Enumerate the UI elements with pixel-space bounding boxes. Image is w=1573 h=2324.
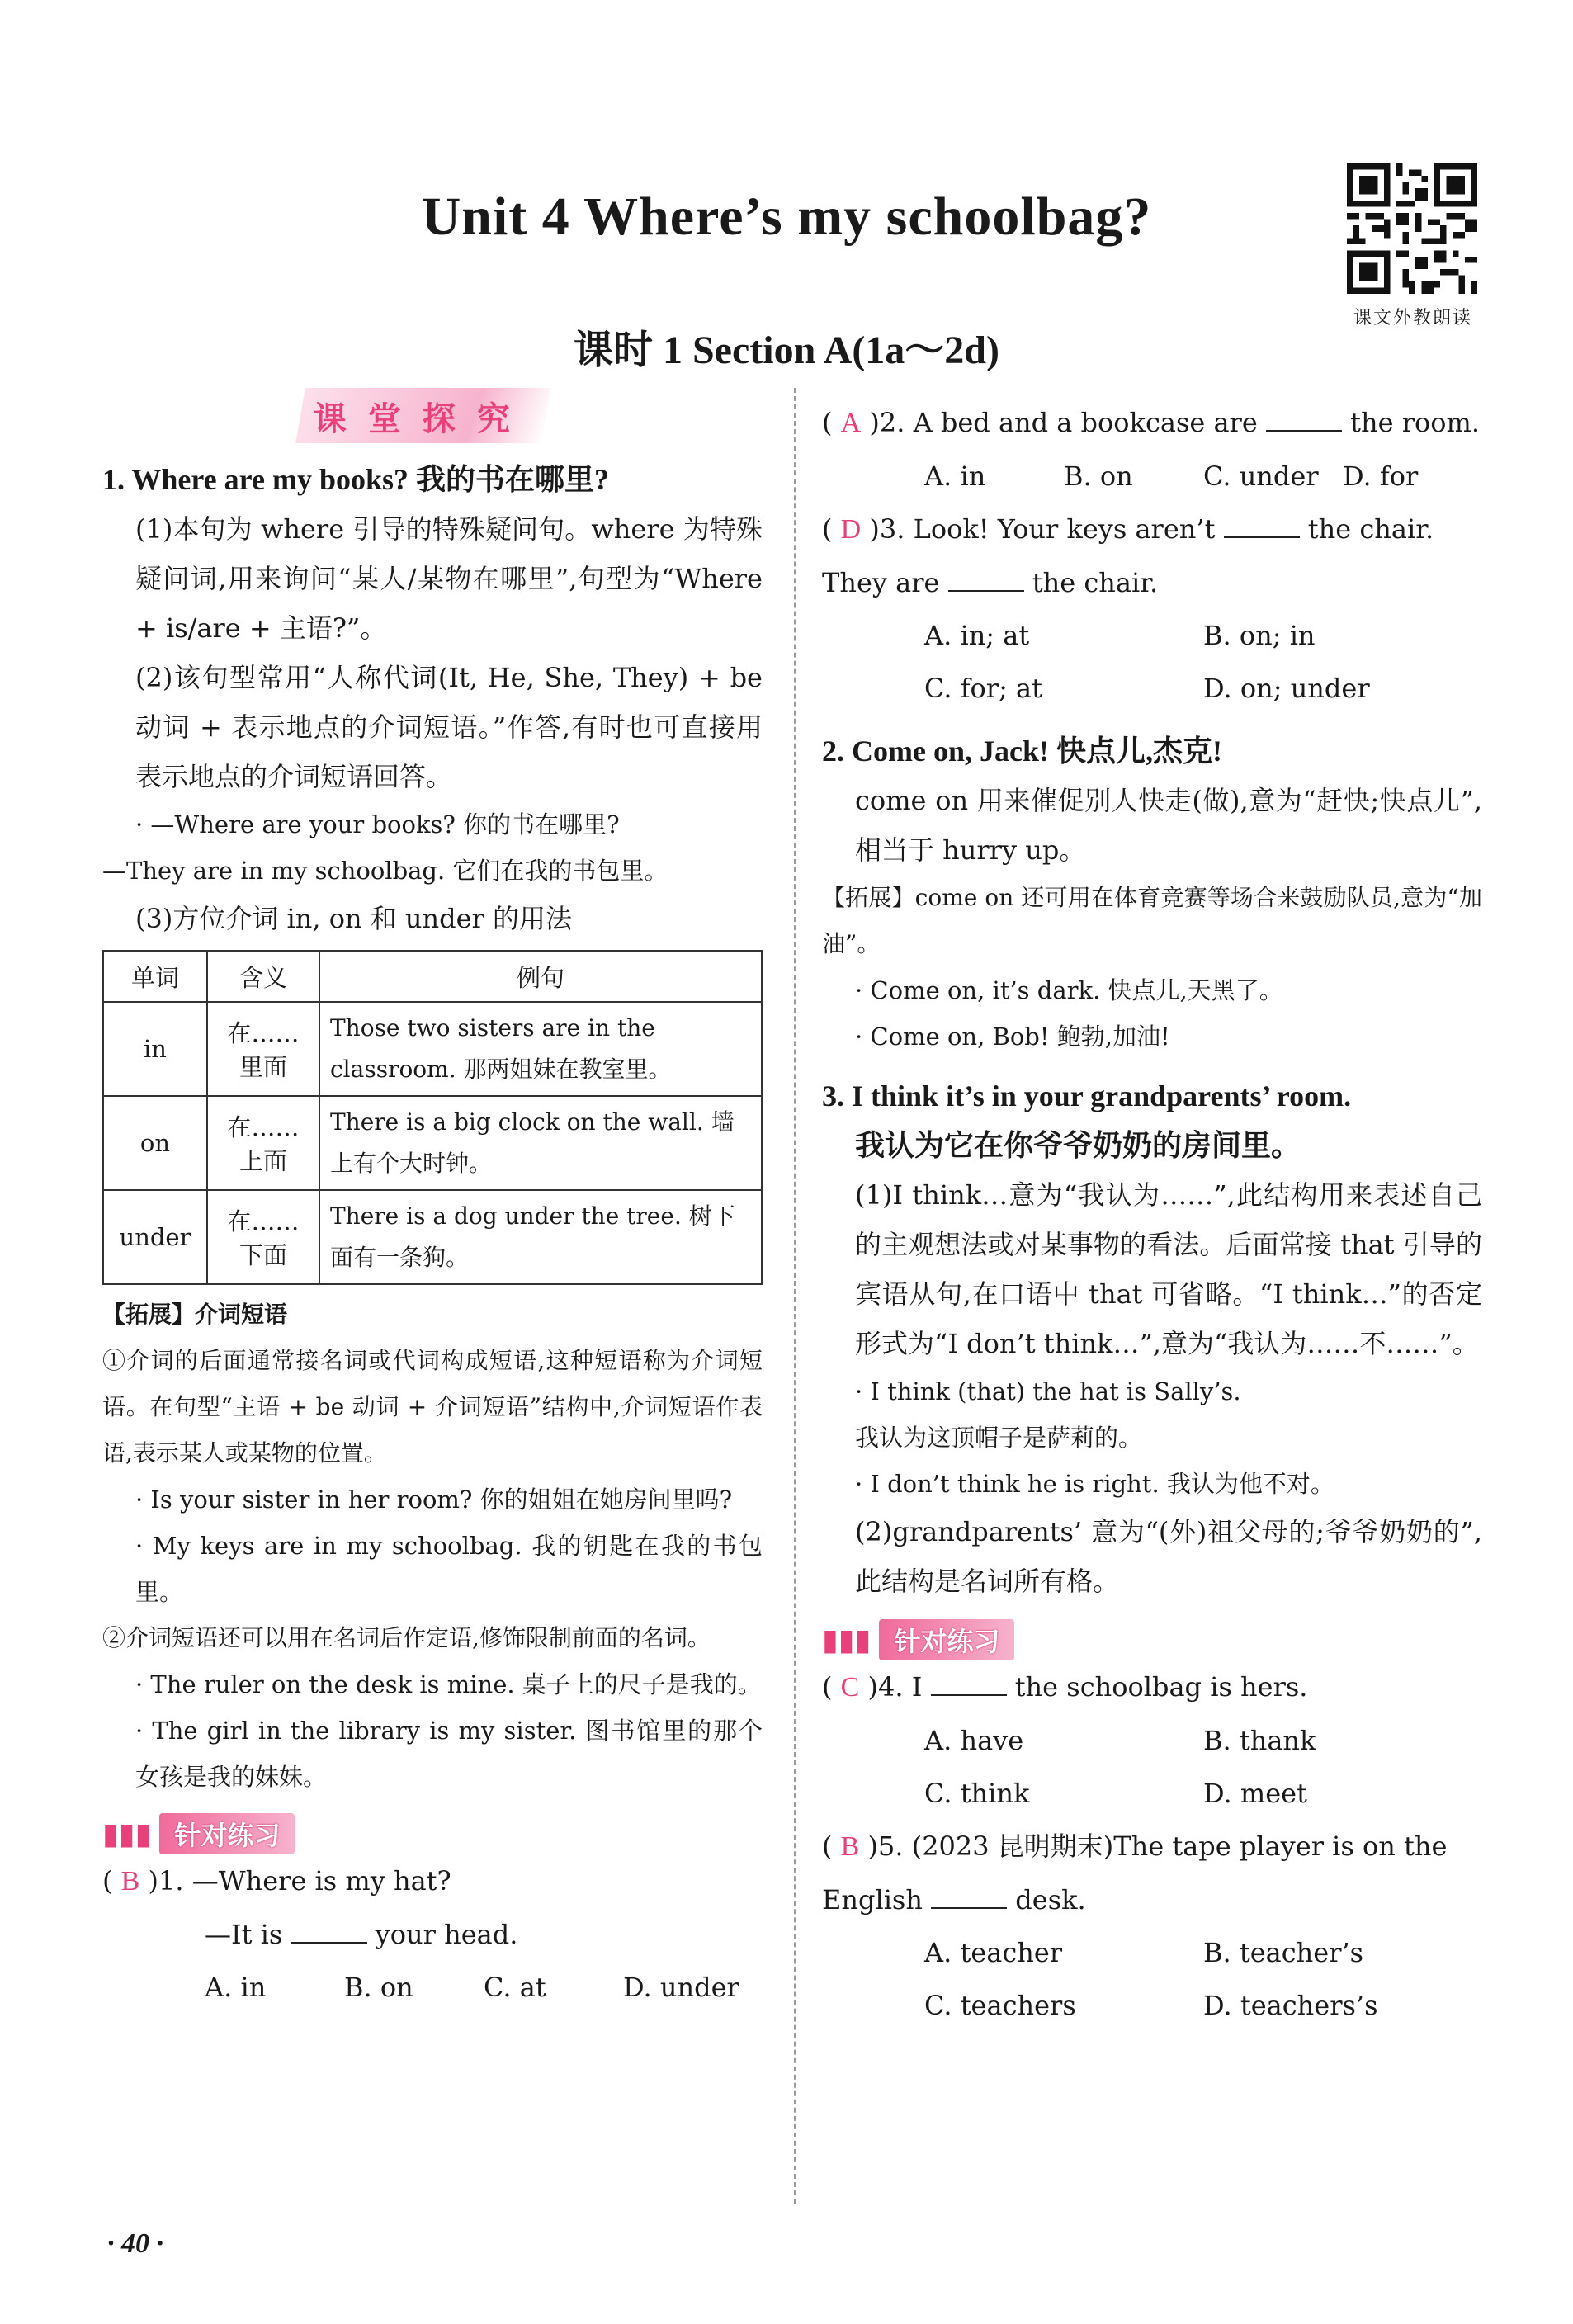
- extension-para-2: ②介词短语还可以用在名词后作定语,修饰限制前面的名词。: [102, 1624, 711, 1651]
- question-3-options: [822, 662, 1482, 715]
- point-2-para: come on 用来催促别人快走(做),意为“赶快;快点儿”,相当于 hurry up。: [855, 785, 1482, 866]
- option[interactable]: A. in: [205, 1972, 267, 2003]
- question-1-options: [102, 1961, 763, 2014]
- table-cell-example: Those two sisters are in the classroom. 那两姐妹在教室里。: [319, 1002, 762, 1096]
- point-2-extension: 【拓展】come on 还可用在体育竞赛等场合来鼓励队员,意为“加油”。: [822, 884, 1482, 957]
- table-header: 例句: [319, 951, 762, 1002]
- books-icon: ▮▮▮: [102, 1816, 152, 1851]
- point-3-title: 3. I think it’s in your grandparents’ room.: [822, 1079, 1352, 1112]
- table-header: 单词: [103, 951, 207, 1002]
- point-3-para-1: (1)I think…意为“我认为……”,此结构用来表述自己的主观想法或对某事物的看法。后面常接 that 引导的宾语从句,在口语中 that 可省略。“I think…”的否定形式为“I don’t think…”,意为“我认为……不……”。: [855, 1179, 1482, 1359]
- table-row: [103, 1002, 762, 1096]
- question-5: ( B )5. (2023 昆明期末)The tape player is on the English desk.: [822, 1830, 1448, 1915]
- column-divider: [794, 388, 796, 2204]
- example-line: · Come on, it’s dark. 快点儿,天黑了。: [855, 976, 1283, 1004]
- point-1-para-3: (3)方位介词 in, on 和 under 的用法: [135, 903, 573, 934]
- question-4-options: [822, 1767, 1482, 1820]
- table-header: 含义: [207, 951, 319, 1002]
- example-line: 我认为这顶帽子是萨莉的。: [855, 1424, 1143, 1452]
- practice-tag: [102, 1813, 295, 1854]
- answer-blank[interactable]: [1224, 517, 1300, 538]
- option[interactable]: C. at: [484, 1972, 546, 2003]
- preposition-table: [102, 950, 763, 1285]
- qr-code-icon[interactable]: [1347, 163, 1477, 294]
- question-3: ( D )3. Look! Your keys aren’t the chair. They are the chair.: [822, 513, 1434, 598]
- table-row: [103, 1190, 762, 1284]
- option[interactable]: B. on: [1064, 461, 1133, 492]
- option[interactable]: A. have: [924, 1725, 1024, 1756]
- option[interactable]: B. on; in: [1203, 620, 1316, 651]
- example-line: · The ruler on the desk is mine. 桌子上的尺子是我的。: [135, 1670, 762, 1698]
- extension-label: 【拓展】介词短语: [102, 1301, 288, 1328]
- example-line: —They are in my schoolbag. 它们在我的书包里。: [102, 857, 668, 885]
- table-cell-word: on: [103, 1096, 207, 1190]
- answer-mark[interactable]: A: [840, 408, 862, 438]
- answer-blank[interactable]: [291, 1922, 367, 1944]
- answer-mark[interactable]: D: [840, 514, 862, 545]
- option[interactable]: C. think: [924, 1778, 1030, 1809]
- table-row: [103, 1096, 762, 1190]
- left-column: [102, 388, 763, 2014]
- answer-mark[interactable]: B: [120, 1866, 140, 1897]
- point-3-para-2: (2)grandparents’ 意为“(外)祖父母的;爷爷奶奶的”,此结构是名词所有格。: [855, 1516, 1482, 1597]
- question-5-options: [822, 1926, 1482, 1979]
- option[interactable]: B. on: [344, 1972, 413, 2003]
- books-icon: ▮▮▮: [822, 1623, 872, 1657]
- point-2-title: 2. Come on, Jack! 快点儿,杰克!: [822, 735, 1222, 768]
- practice-tag: [822, 1619, 1014, 1660]
- example-line: · Come on, Bob! 鲍勃,加油!: [855, 1023, 1170, 1051]
- table-cell-example: There is a dog under the tree. 树下面有一条狗。: [319, 1190, 762, 1284]
- option[interactable]: A. in: [924, 461, 986, 492]
- qr-caption: 课文外教朗读: [1353, 308, 1472, 328]
- answer-blank[interactable]: [948, 570, 1024, 592]
- answer-blank[interactable]: [931, 1675, 1007, 1696]
- option[interactable]: B. teacher’s: [1203, 1937, 1364, 1968]
- unit-title: Unit 4 Where’s my schoolbag?: [421, 187, 1152, 247]
- question-2-options: [822, 450, 1482, 503]
- question-2: ( A )2. A bed and a bookcase are the room.: [822, 407, 1481, 438]
- section-banner: 课堂探究: [295, 388, 551, 443]
- option[interactable]: D. meet: [1203, 1778, 1307, 1809]
- table-cell-word: in: [103, 1002, 207, 1096]
- answer-blank[interactable]: [1266, 410, 1342, 432]
- answer-mark[interactable]: B: [840, 1831, 860, 1862]
- example-line: · Is your sister in her room? 你的姐姐在她房间里吗?: [135, 1486, 733, 1514]
- table-header-row: [103, 951, 762, 1002]
- extension-para-1: ①介词的后面通常接名词或代词构成短语,这种短语称为介词短语。在句型“主语 + be 动词 + 介词短语”结构中,介词短语作表语,表示某人或某物的位置。: [102, 1347, 763, 1467]
- question-1: ( B )1. —Where is my hat?: [102, 1865, 451, 1897]
- table-cell-word: under: [103, 1190, 207, 1284]
- option[interactable]: A. teacher: [924, 1937, 1063, 1968]
- lesson-title: 课时 1 Section A(1a～2d): [573, 328, 999, 372]
- question-5-options: [822, 1979, 1482, 2032]
- option[interactable]: D. under: [623, 1972, 739, 2003]
- option[interactable]: C. under: [1203, 461, 1319, 492]
- table-cell-example: There is a big clock on the wall. 墙上有个大时钟。: [319, 1096, 762, 1190]
- option[interactable]: D. on; under: [1203, 673, 1370, 704]
- point-1-title: 1. Where are my books? 我的书在哪里?: [102, 463, 610, 496]
- option[interactable]: C. teachers: [924, 1990, 1076, 2021]
- example-line: · —Where are your books? 你的书在哪里?: [135, 810, 620, 838]
- option[interactable]: B. thank: [1203, 1725, 1316, 1756]
- point-3-title-cn: 我认为它在你爷爷奶奶的房间里。: [855, 1129, 1301, 1162]
- option[interactable]: C. for; at: [924, 673, 1042, 704]
- point-1-para-1: (1)本句为 where 引导的特殊疑问句。where 为特殊疑问词,用来询问“某人/某物在哪里”,句型为“Where + is/are + 主语?”。: [135, 513, 763, 644]
- answer-mark[interactable]: C: [840, 1672, 860, 1703]
- example-line: · My keys are in my schoolbag. 我的钥匙在我的书包里。: [135, 1532, 763, 1606]
- table-cell-meaning: 在……上面: [207, 1096, 319, 1190]
- table-cell-meaning: 在……下面: [207, 1190, 319, 1284]
- point-1-para-2: (2)该句型常用“人称代词(It, He, She, They) + be 动词 + 表示地点的介词短语。”作答,有时也可直接用表示地点的介词短语回答。: [135, 662, 763, 792]
- question-3-options: [822, 609, 1482, 662]
- table-cell-meaning: 在……里面: [207, 1002, 319, 1096]
- example-line: · I think (that) the hat is Sally’s.: [855, 1377, 1241, 1405]
- practice-label: 针对练习: [879, 1619, 1014, 1660]
- practice-label: 针对练习: [159, 1813, 295, 1854]
- option[interactable]: A. in; at: [924, 620, 1030, 651]
- example-line: · I don’t think he is right. 我认为他不对。: [855, 1470, 1334, 1498]
- question-1-line-2: —It is your head.: [205, 1919, 518, 1950]
- page-number: · 40 ·: [107, 2228, 163, 2259]
- question-4: ( C )4. I the schoolbag is hers.: [822, 1671, 1308, 1703]
- option[interactable]: D. teachers’s: [1203, 1990, 1378, 2021]
- question-4-options: [822, 1714, 1482, 1767]
- right-column: [822, 396, 1482, 2032]
- answer-blank[interactable]: [931, 1887, 1007, 1909]
- example-line: · The girl in the library is my sister. 图书馆里的那个女孩是我的妹妹。: [135, 1717, 763, 1791]
- option[interactable]: D. for: [1343, 461, 1419, 492]
